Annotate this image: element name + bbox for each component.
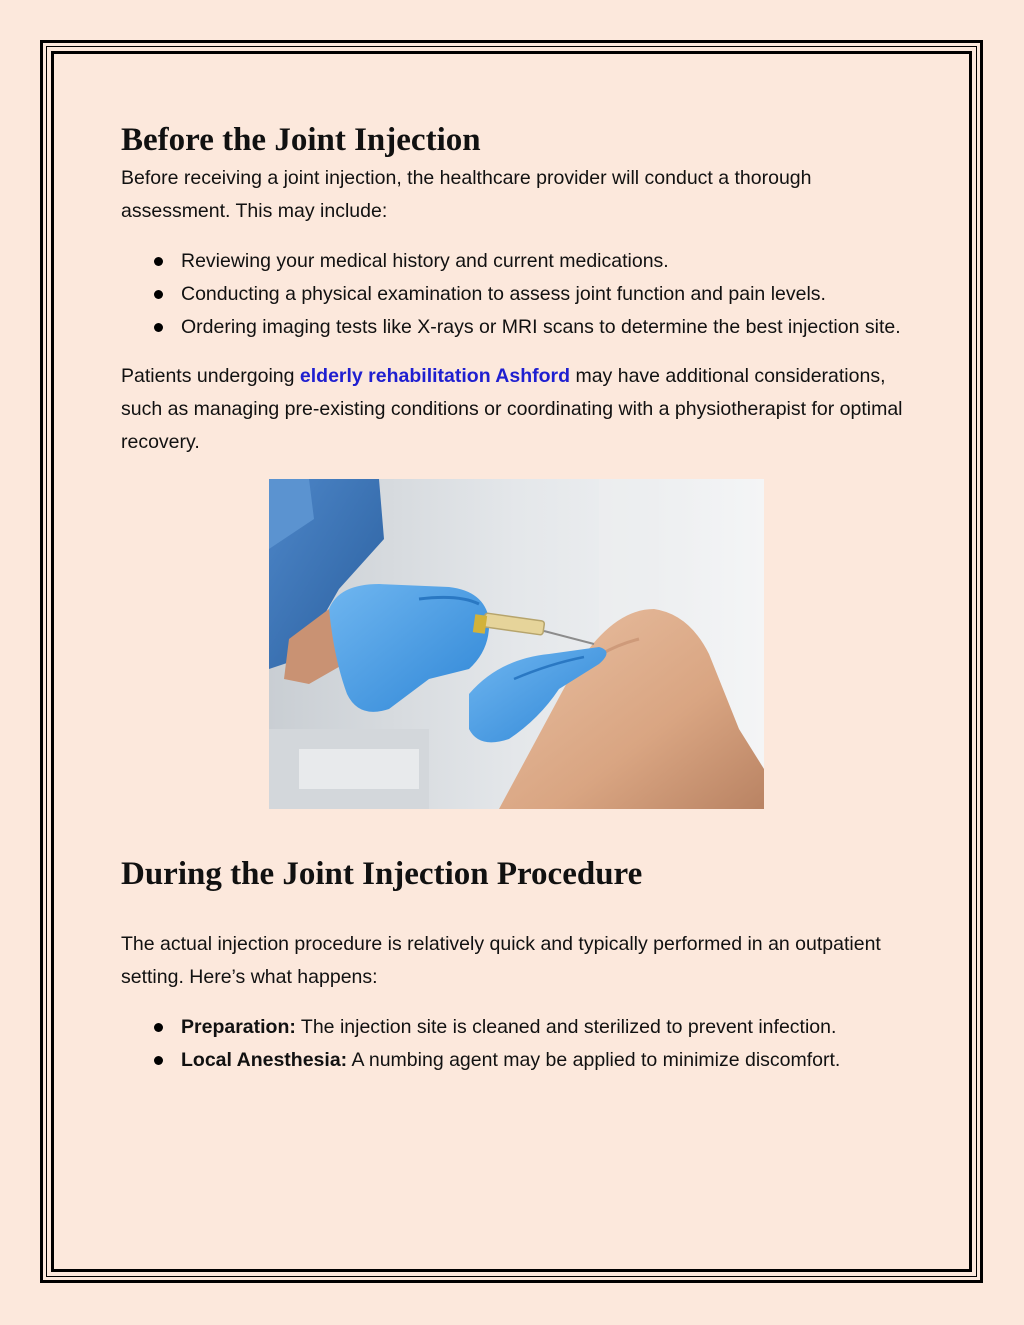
bullet-icon: [154, 1056, 163, 1065]
list-item: Ordering imaging tests like X-rays or MRI scans to determine the best injection site.: [121, 311, 911, 344]
rehab-paragraph: Patients undergoing elderly rehabilitation Ashford may have additional considerations, such as managing pre-existing conditions or coordinating with a physiotherapist for optimal recovery.: [121, 365, 903, 453]
assessment-list: [121, 245, 911, 344]
section-heading-before: Before the Joint Injection: [121, 122, 481, 158]
joint-injection-photo: [269, 479, 764, 809]
bullet-icon: [154, 1023, 163, 1032]
elderly-rehabilitation-link[interactable]: elderly rehabilitation Ashford: [299, 365, 571, 387]
section-intro-during: The actual injection procedure is relatively quick and typically performed in an outpatient setting. Here’s what happens:: [121, 933, 881, 988]
section-intro-before: Before receiving a joint injection, the healthcare provider will conduct a thorough assessment. This may include:: [121, 167, 812, 222]
document-content: [121, 118, 911, 1077]
list-item: Reviewing your medical history and current medications.: [121, 245, 911, 278]
list-item: Preparation: The injection site is cleaned and sterilized to prevent infection.: [121, 1011, 911, 1044]
bullet-icon: [154, 257, 163, 266]
list-item: Local Anesthesia: A numbing agent may be applied to minimize discomfort.: [121, 1044, 911, 1077]
procedure-list: [121, 1011, 911, 1077]
list-item: Conducting a physical examination to assess joint function and pain levels.: [121, 278, 911, 311]
bullet-icon: [154, 290, 163, 299]
section-heading-during: During the Joint Injection Procedure: [121, 856, 643, 892]
bullet-icon: [154, 323, 163, 332]
